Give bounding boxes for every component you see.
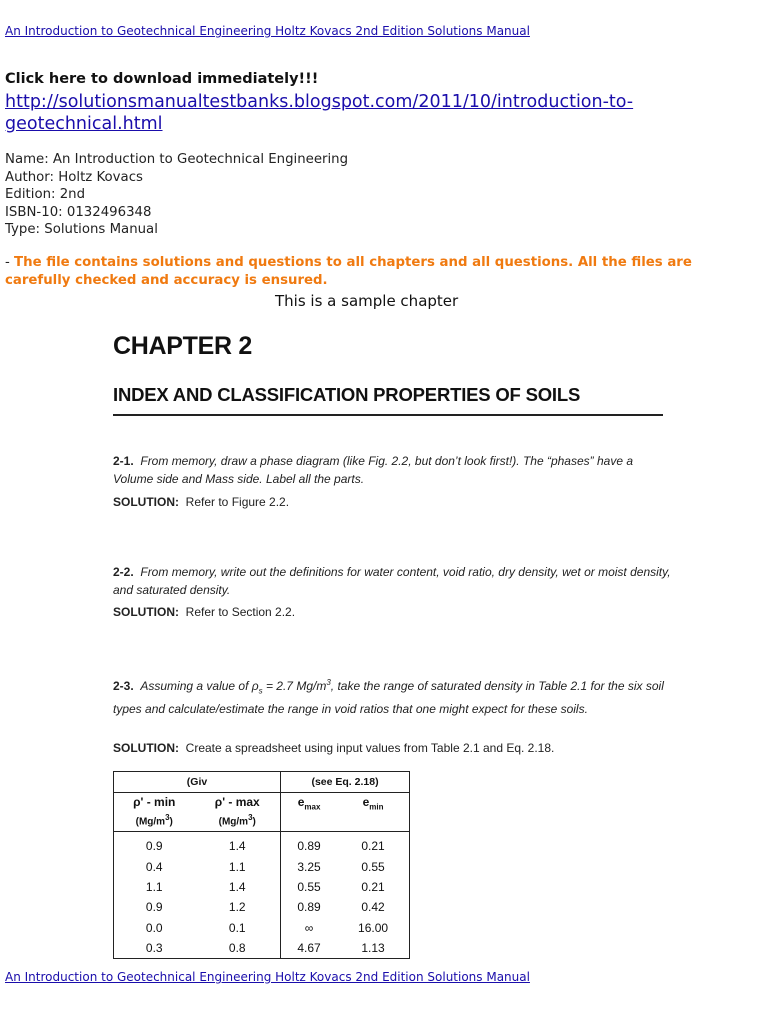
question-number: 2-3.	[113, 679, 134, 693]
question-2-2	[113, 563, 673, 599]
chapter-title: INDEX AND CLASSIFICATION PROPERTIES OF SOILS	[113, 384, 581, 405]
description-text: The file contains solutions and questions to all chapters and all questions. All the files are carefully checked and accuracy is ensured.	[5, 255, 692, 288]
cell-e-max: 4.67	[297, 941, 321, 956]
group-header-given: (Giv	[114, 772, 281, 793]
table-row	[114, 856, 410, 876]
cell-rho-max: 0.1	[194, 918, 280, 938]
cell-rho-max: 1.1	[194, 856, 280, 876]
title-divider	[113, 414, 663, 416]
cell-e-max: 0.89	[297, 900, 321, 915]
cell-e-max: 0.55	[297, 879, 321, 894]
chapter-label: CHAPTER 2	[113, 332, 252, 360]
question-2-3	[113, 674, 673, 718]
description-dash: -	[5, 255, 15, 270]
table-column-header	[114, 793, 410, 832]
table-row	[114, 938, 410, 959]
solution-text: Refer to Section 2.2.	[185, 605, 296, 619]
col-header-e-min: $e_{min}$	[337, 793, 409, 832]
bottom-title-link[interactable]: An Introduction to Geotechnical Engineering Holtz Kovacs 2nd Edition Solutions Manual	[5, 970, 530, 984]
meta-author: Author: Holtz Kovacs	[5, 169, 143, 185]
cell-rho-max: 1.4	[194, 877, 280, 897]
cell-rho-max: 1.4	[194, 832, 280, 857]
meta-type: Type: Solutions Manual	[5, 222, 158, 237]
question-text: From memory, draw a phase diagram (like Fig. 2.2, but don’t look first!). The “phases” have a Volume side and Mass side. Label all the parts.	[113, 454, 634, 486]
book-metadata	[5, 151, 348, 239]
download-prompt: Click here to download immediately!!!	[5, 71, 319, 87]
question-text: From memory, write out the definitions for water content, void ratio, dry density, wet or moist density, and saturated density.	[113, 565, 671, 597]
meta-name: Name: An Introduction to Geotechnical Engineering	[5, 152, 349, 167]
col-header-rho-min: ρ' - min $(Mg/m^3)$	[114, 793, 195, 832]
cell-e-min: 0.21	[361, 879, 385, 894]
cell-e-max: 0.89	[297, 839, 321, 854]
cell-rho-min: 0.3	[145, 941, 163, 956]
cell-rho-min: 1.1	[145, 879, 163, 894]
cell-rho-max: 0.8	[194, 938, 280, 959]
table-row	[114, 918, 410, 938]
solution-2-2	[113, 605, 295, 619]
cell-e-min: 0.55	[361, 859, 385, 874]
solution-label: SOLUTION:	[113, 495, 179, 509]
cell-rho-min: 0.0	[145, 920, 163, 935]
file-description	[5, 254, 735, 289]
cell-rho-min: 0.9	[145, 900, 163, 915]
question-2-1	[113, 452, 673, 488]
download-url-link[interactable]	[5, 91, 705, 135]
solution-text: Create a spreadsheet using input values from Table 2.1 and Eq. 2.18.	[185, 741, 555, 755]
table-row	[114, 897, 410, 917]
cell-e-min: 0.21	[361, 839, 385, 854]
cell-e-max: 3.25	[297, 859, 321, 874]
table-group-header	[114, 772, 410, 793]
cell-e-min: 0.42	[361, 900, 385, 915]
solution-2-3	[113, 741, 554, 755]
cell-rho-min: 0.9	[145, 839, 163, 854]
cell-e-max: ∞	[304, 920, 314, 935]
solution-text: Refer to Figure 2.2.	[185, 495, 290, 509]
cell-e-min: 1.13	[361, 941, 385, 956]
top-title-link[interactable]: An Introduction to Geotechnical Engineering Holtz Kovacs 2nd Edition Solutions Manual	[5, 24, 530, 38]
table-row	[114, 877, 410, 897]
download-url-line-2[interactable]: geotechnical.html	[5, 114, 163, 134]
sample-chapter-note: This is a sample chapter	[275, 292, 459, 310]
group-header-equation: (see Eq. 2.18)	[281, 772, 410, 793]
solution-2-1	[113, 495, 289, 509]
solution-label: SOLUTION:	[113, 605, 179, 619]
void-ratio-table	[113, 771, 410, 959]
col-header-e-max: $e_{max}$	[281, 793, 338, 832]
solution-label: SOLUTION:	[113, 741, 179, 755]
question-number: 2-1.	[113, 454, 134, 468]
cell-rho-max: 1.2	[194, 897, 280, 917]
meta-edition: Edition: 2nd	[5, 187, 86, 202]
table-row	[114, 832, 410, 857]
col-header-rho-max: ρ' - max $(Mg/m^3)$	[194, 793, 280, 832]
question-number: 2-2.	[113, 565, 134, 579]
question-text: Assuming a value of $\rho_s = 2.7$ $Mg/m^3$, take the range of saturated density in Table 2.1 for the six soil types and calculate/estimate the range in void ratios that one might expect for these soils.	[113, 678, 664, 717]
cell-rho-min: 0.4	[145, 859, 163, 874]
meta-isbn: ISBN-10: 0132496348	[5, 204, 152, 220]
download-url-line-1[interactable]: http://solutionsmanualtestbanks.blogspot.com/2011/10/introduction-to-	[5, 92, 634, 112]
cell-e-min: 16.00	[358, 920, 389, 935]
